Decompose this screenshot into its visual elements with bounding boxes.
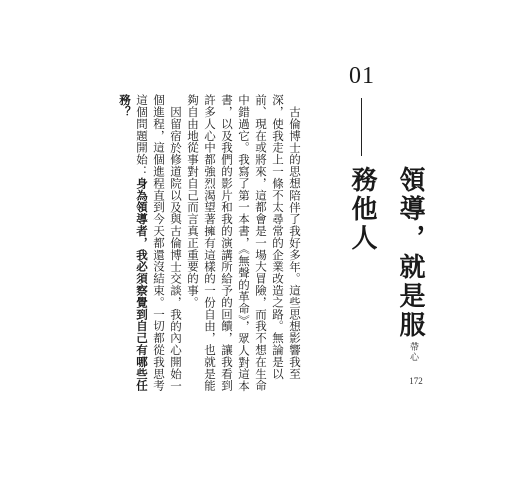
chapter-number: 01 <box>349 63 375 89</box>
paragraph-2-emphasis: 身為領導者，我必須察覺到自己有哪些任務？ <box>118 94 149 392</box>
paragraph-1: 古倫博士的思想陪伴了我好多年。這些思想影響我至深，使我走上一條不太尋常的企業改造之路。無論是以前、現在或將來，這都會是一場大冒險，而我不想在生命中錯過它。我寫了第一本書，《無聲的革命》，眾人對這本書，以及我們的影片和我的演講所給予的回饋，讓我看到許多人心中都強烈渴望著擁有這樣的一份自由，也就是能夠自由地從事對自己而言真正重要的事。 <box>186 94 302 392</box>
body-text <box>103 94 303 394</box>
running-header: 帶心 <box>408 342 418 362</box>
chapter-divider <box>361 98 362 156</box>
paragraph-2-text: 因留宿於修道院以及與古倫博士交談，我的內心開始一個進程，這個進程直到今天都還沒結束。一切都從我思考這個問題開始： <box>135 94 183 392</box>
paragraph-2 <box>116 94 184 394</box>
chapter-title: 領導，就是服務他人 <box>347 166 425 340</box>
page-number: 172 <box>409 376 423 386</box>
